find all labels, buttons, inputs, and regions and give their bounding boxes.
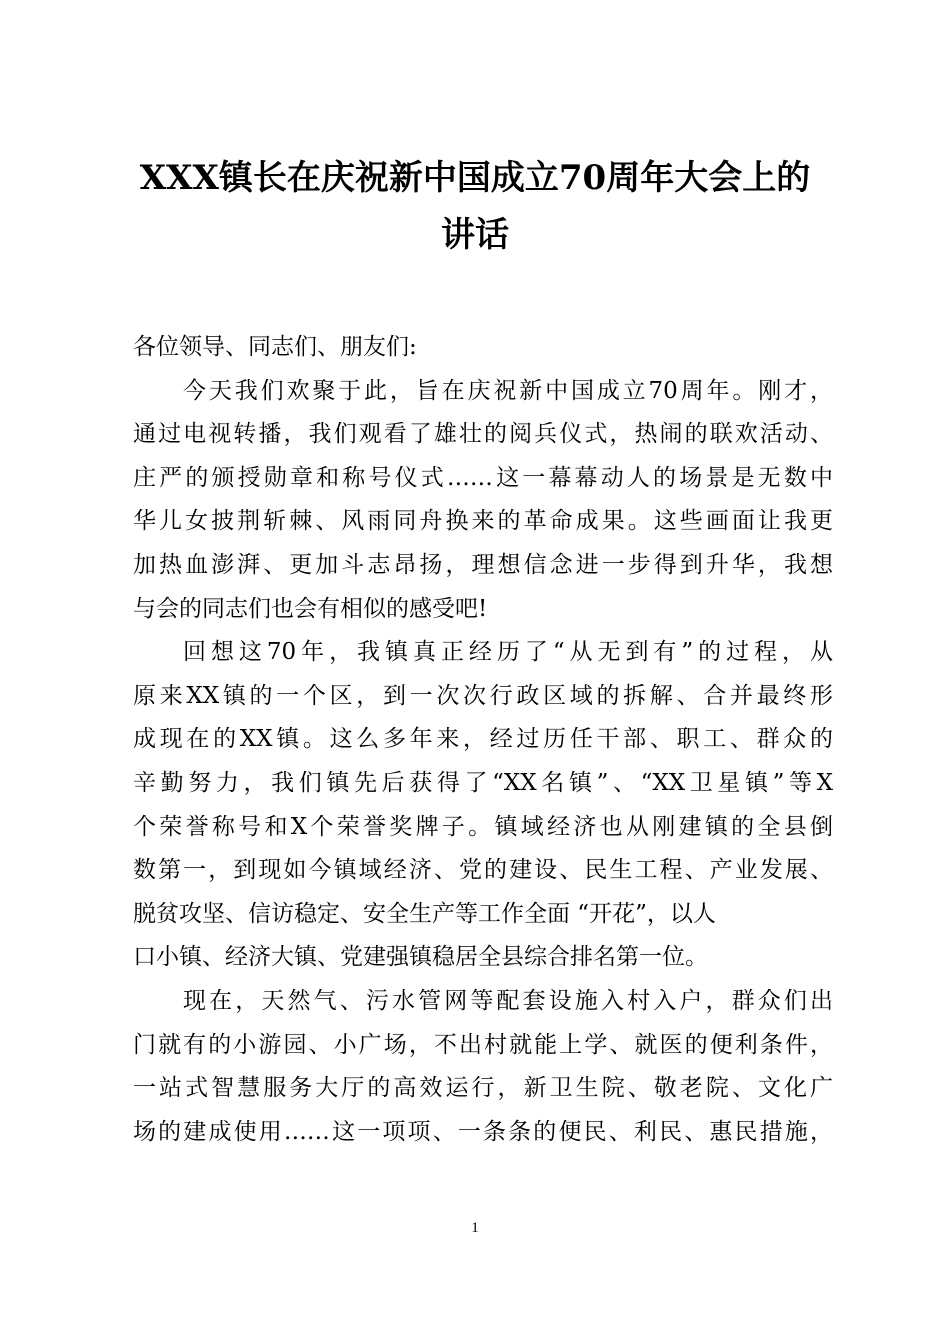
title-line-2: 讲话 [441,215,509,255]
text-line: 成现在的XX镇。这么多年来，经过历任干部、职工、群众的 [133,726,833,753]
document-body [133,326,833,1154]
text-line: 原来XX镇的一个区，到一次次行政区域的拆解、合并最终形 [133,682,833,709]
text-line: 辛勤努力，我们镇先后获得了“XX名镇”、“XX卫星镇”等X [133,769,833,796]
page-number: 1 [471,1220,479,1236]
text-line: 今天我们欢聚于此，旨在庆祝新中国成立70周年。刚才， [183,377,833,404]
paragraph-2 [133,631,833,980]
paragraph-1 [133,370,833,632]
text-line: 通过电视转播，我们观看了雄壮的阅兵仪式，热闹的联欢活动、 [133,421,833,448]
text-line: 数第一，到现如今镇域经济、党的建设、民生工程、产业发展、 [133,857,833,884]
text-line: 口小镇、经济大镇、党建强镇稳居全县综合排名第一位。 [133,944,708,971]
text-line: 庄严的颁授勋章和称号仪式……这一幕幕动人的场景是无数中 [133,464,833,491]
text-line: 与会的同志们也会有相似的感受吧! [133,595,488,622]
text-line: 加热血澎湃、更加斗志昂扬，理想信念进一步得到升华，我想 [133,551,833,578]
text-line: 场的建成使用……这一项项、一条条的便民、利民、惠民措施， [133,1118,833,1145]
salutation: 各位领导、同志们、朋友们: [133,334,417,360]
text-line: 脱贫攻坚、信访稳定、安全生产等工作全面 “开花”，以人 [133,900,716,927]
text-line: 门就有的小游园、小广场，不出村就能上学、就医的便利条件， [133,1031,833,1058]
text-line: 个荣誉称号和X个荣誉奖牌子。镇域经济也从刚建镇的全县倒 [133,813,833,840]
text-line: 一站式智慧服务大厅的高效运行，新卫生院、敬老院、文化广 [133,1075,833,1102]
title-line-1: XXX镇长在庆祝新中国成立70周年大会上的 [139,158,811,198]
text-line: 回想这70年，我镇真正经历了“从无到有”的过程，从 [183,639,833,666]
document-title [110,150,840,264]
text-line: 华儿女披荆斩棘、风雨同舟换来的革命成果。这些画面让我更 [133,508,833,535]
paragraph-3 [133,980,833,1154]
text-line: 现在，天然气、污水管网等配套设施入村入户，群众们出 [183,987,833,1014]
